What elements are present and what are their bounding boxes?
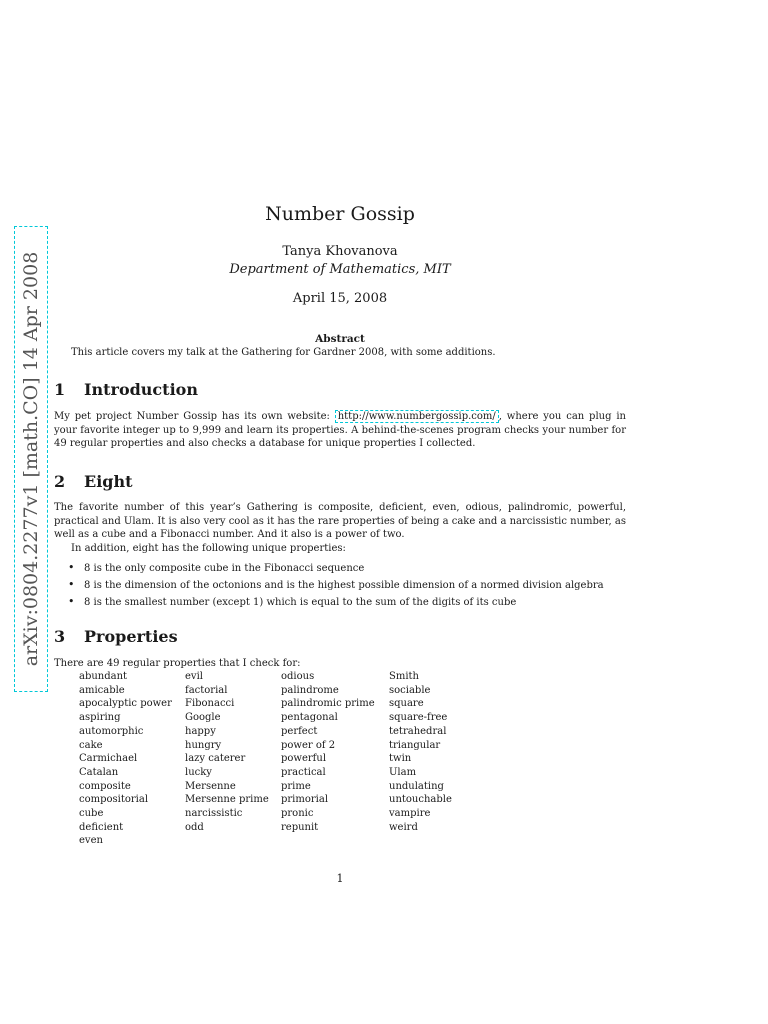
list-item: • 8 is the dimension of the octonions and is the highest possible dimension of a normed division algebra: [68, 578, 628, 595]
section-heading-properties: [54, 627, 178, 646]
property-item: sociable: [389, 684, 431, 696]
abstract-heading: Abstract: [315, 333, 365, 345]
property-item: palindromic prime: [281, 698, 375, 710]
property-item: untouchable: [389, 794, 452, 806]
property-item: hungry: [185, 739, 222, 751]
property-item: composite: [79, 780, 131, 792]
paper-title: Number Gossip: [265, 203, 415, 225]
property-item: automorphic: [79, 725, 144, 737]
property-item: Google: [185, 712, 221, 724]
author-affiliation: Department of Mathematics, MIT: [229, 262, 451, 277]
property-item: square-free: [389, 712, 448, 724]
property-item: pentagonal: [281, 712, 338, 724]
property-item: triangular: [389, 739, 441, 751]
property-item: cake: [79, 739, 103, 751]
property-item: cube: [79, 808, 104, 820]
property-item: tetrahedral: [389, 725, 447, 737]
property-item: weird: [389, 821, 418, 833]
section-number: 1: [54, 380, 66, 399]
property-item: Mersenne: [185, 780, 236, 792]
properties-column-1: [79, 670, 185, 848]
eight-paragraph-2: In addition, eight has the following unique properties:: [71, 543, 346, 554]
properties-column-4: [389, 670, 489, 848]
property-item: Smith: [389, 671, 419, 682]
property-item: narcissistic: [185, 808, 243, 820]
property-item: palindrome: [281, 684, 339, 696]
property-item: aspiring: [79, 712, 121, 724]
property-item: repunit: [281, 821, 319, 833]
property-item: lazy caterer: [185, 753, 246, 765]
arxiv-stamp[interactable]: [14, 226, 48, 692]
section-title: Introduction: [84, 380, 198, 399]
property-item: practical: [281, 766, 326, 778]
introduction-paragraph: [54, 410, 626, 451]
property-item: Mersenne prime: [185, 794, 269, 806]
property-item: apocalyptic power: [79, 698, 172, 710]
property-item: deficient: [79, 821, 124, 833]
property-item: twin: [389, 753, 412, 765]
section-title: Properties: [84, 627, 178, 646]
property-item: pronic: [281, 808, 314, 820]
property-item: prime: [281, 780, 311, 792]
property-item: vampire: [389, 808, 431, 820]
page-number: 1: [336, 872, 344, 885]
property-item: evil: [185, 671, 203, 682]
intro-text-end: , where you can plug in your favorite integer up to 9,999 and learn its properties. A behind-the-scenes program checks your number for 49 regular properties and also checks a database for unique properties I collected.: [54, 411, 626, 449]
property-item: powerful: [281, 753, 327, 765]
property-item: happy: [185, 725, 216, 737]
property-item: Catalan: [79, 766, 119, 778]
eight-paragraph: The favorite number of this year’s Gathering is composite, deficient, even, odious, palindromic, powerful, practical and Ulam. It is also very cool as it has the rare properties of being a cake and a narcissistic number, as well as a cube and a Fibonacci number. And it also is a power of two.: [54, 502, 626, 540]
property-item: lucky: [185, 766, 212, 778]
property-item: Ulam: [389, 766, 417, 778]
unique-properties-list: [68, 561, 628, 612]
website-link[interactable]: http://www.numbergossip.com/: [335, 410, 499, 423]
properties-table: [79, 670, 489, 848]
property-item: square: [389, 698, 424, 710]
properties-column-2: [185, 670, 281, 848]
section-number: 3: [54, 627, 66, 646]
section-number: 2: [54, 472, 66, 491]
section-title: Eight: [84, 472, 133, 491]
section-heading-eight: [54, 472, 132, 491]
property-item: factorial: [185, 684, 228, 696]
paper-date: April 15, 2008: [292, 291, 388, 306]
property-item: abundant: [79, 671, 128, 682]
section-heading-introduction: [54, 380, 198, 399]
abstract-text: This article covers my talk at the Gathering for Gardner 2008, with some additions.: [71, 347, 496, 358]
list-item: • 8 is the only composite cube in the Fibonacci sequence: [68, 561, 628, 578]
property-item: undulating: [389, 780, 444, 792]
property-item: Fibonacci: [185, 698, 235, 710]
property-item: Carmichael: [79, 753, 138, 765]
property-item: perfect: [281, 725, 318, 737]
properties-intro: There are 49 regular properties that I check for:: [54, 658, 301, 669]
list-item: • 8 is the smallest number (except 1) which is equal to the sum of the digits of its cube: [68, 595, 628, 612]
property-item: primorial: [281, 794, 329, 806]
arxiv-identifier: arXiv:0804.2277v1 [math.CO] 14 Apr 2008: [20, 251, 42, 667]
property-item: amicable: [79, 684, 125, 696]
property-item: power of 2: [281, 739, 336, 751]
property-item: odious: [281, 671, 315, 682]
author-name: Tanya Khovanova: [282, 244, 398, 259]
property-item: compositorial: [79, 794, 149, 806]
intro-text-start: My pet project Number Gossip has its own website:: [54, 411, 335, 422]
properties-column-3: [281, 670, 389, 848]
property-item: even: [79, 835, 103, 847]
property-item: odd: [185, 821, 204, 833]
